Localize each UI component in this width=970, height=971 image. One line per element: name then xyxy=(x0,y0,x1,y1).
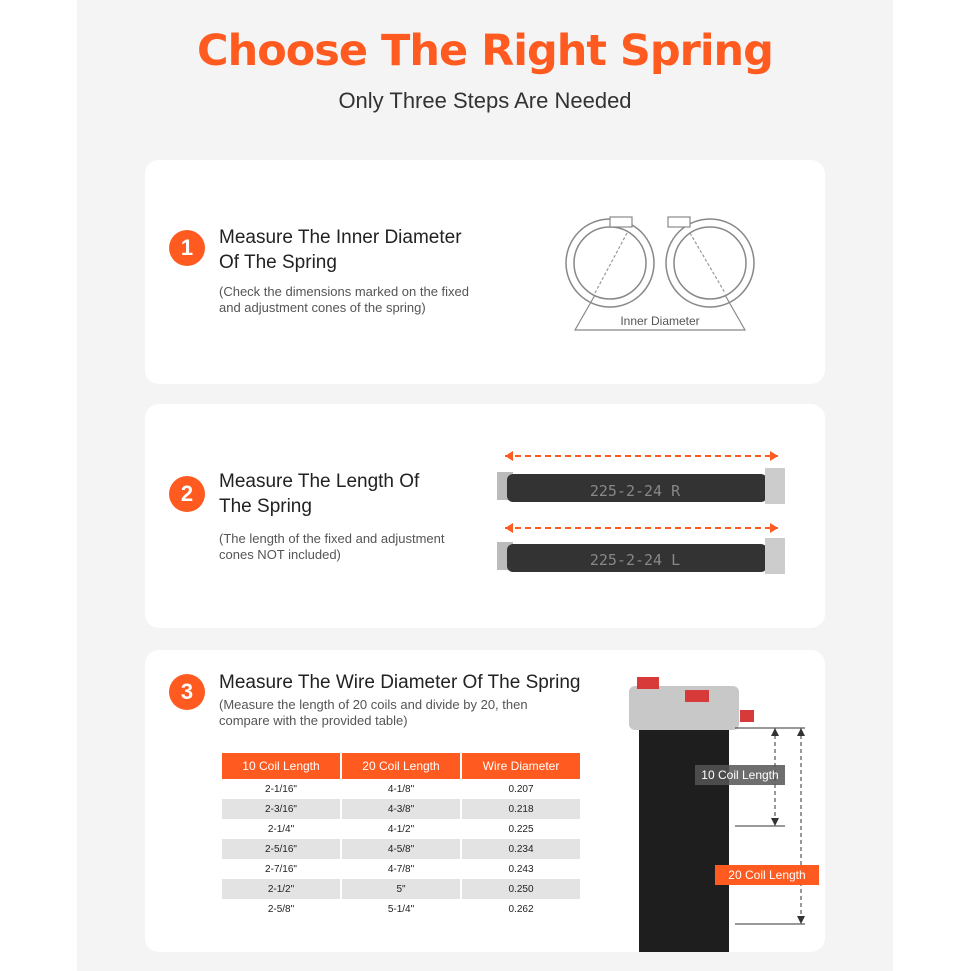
winding-cone xyxy=(629,686,739,730)
step-2-title-line1: Measure The Length Of xyxy=(219,471,420,492)
set-screw xyxy=(637,677,659,689)
step-2-title xyxy=(219,469,419,519)
step-3-card xyxy=(145,650,825,952)
table-cell: 0.243 xyxy=(462,859,580,879)
spring-l-label: 225-2-24 L xyxy=(589,551,681,569)
step-3-note-line2: compare with the provided table) xyxy=(219,713,408,728)
step-1-note xyxy=(219,284,469,316)
coil-measurement-illustration xyxy=(615,672,825,952)
table-cell: 5" xyxy=(342,879,460,899)
step-1-card xyxy=(145,160,825,384)
table-cell: 4-1/8" xyxy=(342,779,460,799)
step-1-badge: 1 xyxy=(169,230,205,266)
table-cell: 2-7/16" xyxy=(222,859,340,879)
spring-length-illustration xyxy=(485,444,795,584)
table-row xyxy=(222,839,580,859)
table-cell: 4-7/8" xyxy=(342,859,460,879)
wire-diameter-table xyxy=(220,753,582,919)
step-1-title-line2: Of The Spring xyxy=(219,252,337,273)
step-3-title: Measure The Wire Diameter Of The Spring xyxy=(219,672,581,693)
set-screw xyxy=(685,690,709,702)
inner-diameter-illustration xyxy=(565,215,765,335)
table-cell: 0.207 xyxy=(462,779,580,799)
table-cell: 0.262 xyxy=(462,899,580,919)
spring-coils xyxy=(639,730,729,952)
inner-diameter-label: Inner Diameter xyxy=(620,314,700,328)
table-cell: 2-1/4" xyxy=(222,819,340,839)
table-header-cell: 20 Coil Length xyxy=(342,753,460,779)
page-subtitle: Only Three Steps Are Needed xyxy=(338,88,632,113)
step-2-title-line2: The Spring xyxy=(219,496,312,517)
step-2-badge: 2 xyxy=(169,476,205,512)
step-1-title-line1: Measure The Inner Diameter xyxy=(219,227,462,248)
ten-coil-label: 10 Coil Length xyxy=(701,768,779,782)
table-cell: 0.218 xyxy=(462,799,580,819)
table-cell: 5-1/4" xyxy=(342,899,460,919)
table-row xyxy=(222,779,580,799)
table-cell: 4-5/8" xyxy=(342,839,460,859)
table-cell: 4-3/8" xyxy=(342,799,460,819)
step-3-note xyxy=(219,697,528,729)
table-row xyxy=(222,899,580,919)
table-cell: 4-1/2" xyxy=(342,819,460,839)
set-screw xyxy=(740,710,754,722)
table-cell: 2-5/16" xyxy=(222,839,340,859)
step-2-note-line2: cones NOT included) xyxy=(219,547,341,562)
table-row xyxy=(222,799,580,819)
spring-r xyxy=(497,451,785,504)
step-3-badge: 3 xyxy=(169,674,205,710)
table-cell: 0.250 xyxy=(462,879,580,899)
step-2-card xyxy=(145,404,825,628)
table-cell: 2-1/2" xyxy=(222,879,340,899)
table-row xyxy=(222,819,580,839)
table-header-cell: Wire Diameter xyxy=(462,753,580,779)
step-1-note-line1: (Check the dimensions marked on the fixed xyxy=(219,284,470,299)
table-cell: 2-3/16" xyxy=(222,799,340,819)
infographic-panel xyxy=(77,0,893,971)
spring-r-label: 225-2-24 R xyxy=(589,482,681,500)
step-3-note-line1: (Measure the length of 20 coils and divide by 20, then xyxy=(219,697,528,712)
table-header-cell: 10 Coil Length xyxy=(222,753,340,779)
table-header-row xyxy=(222,753,580,779)
table-row xyxy=(222,859,580,879)
step-2-note xyxy=(219,531,444,563)
spring-l xyxy=(497,523,785,574)
twenty-coil-label: 20 Coil Length xyxy=(728,868,806,882)
table-cell: 2-5/8" xyxy=(222,899,340,919)
table-row xyxy=(222,879,580,899)
table-cell: 2-1/16" xyxy=(222,779,340,799)
table-cell: 0.234 xyxy=(462,839,580,859)
page-title: Choose The Right Spring xyxy=(197,26,773,76)
table-cell: 0.225 xyxy=(462,819,580,839)
step-1-note-line2: and adjustment cones of the spring) xyxy=(219,300,426,315)
step-1-title xyxy=(219,225,462,275)
step-2-note-line1: (The length of the fixed and adjustment xyxy=(219,531,445,546)
